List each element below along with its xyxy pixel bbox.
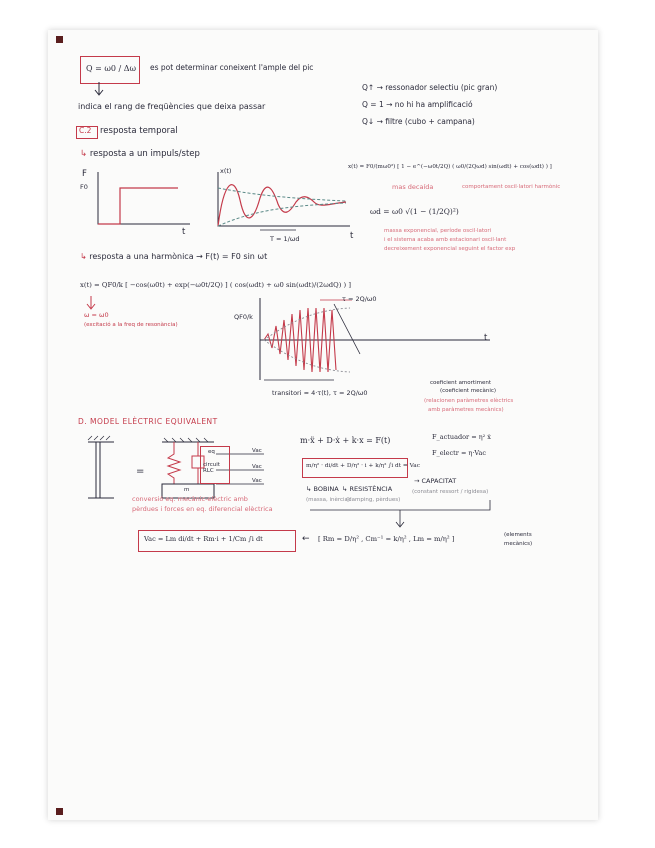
circuit-mass-label: m (184, 487, 190, 493)
final-parameters: [ Rm = D/η² , Cm⁻¹ = k/η² , Lm = m/η² ] (318, 535, 455, 543)
conversion-note-1: conversió eq. mecànic-elèctric amb (132, 495, 248, 503)
capacitat-label: → CAPACITAT (414, 477, 457, 485)
q-low-note: Q↓ → filtre (cubo + campana) (362, 117, 475, 126)
section-c2-title: resposta temporal (100, 126, 178, 136)
circuit-vac-2: Vac (252, 464, 262, 470)
circuit-vac-1: Vac (252, 448, 262, 454)
harmonic-response-title: ↳ resposta a una harmònica → F(t) = F0 sin ωt (80, 252, 268, 261)
response-axis-t: t (350, 231, 354, 241)
vac-equation: Vac = Lm di/dt + Rm·i + 1/Cm ∫i dt (144, 535, 263, 543)
bracket-connector (300, 500, 500, 530)
q-one-note: Q = 1 → no hi ha amplificació (362, 100, 473, 109)
transitori-note: transitori ≈ 4·τ(t), τ = 2Q/ω0 (272, 389, 368, 397)
response-period-label: T = 1/ωd (270, 235, 300, 243)
indica-note: indica el rang de freqüències que deixa passar (78, 102, 266, 111)
label-comportament: comportament oscil·latori harmònic (462, 184, 561, 190)
q-definition-eq: Q = ω0 / Δω (86, 64, 137, 73)
damping-label: (damping, pèrdues) (346, 497, 401, 503)
down-arrow-icon (94, 82, 104, 98)
resistencia-label: ↳ RESISTÈNCIA (342, 485, 393, 493)
force-electric-relation: F_electr = η·Vac (432, 449, 487, 457)
exponent-note-3: decreixement exponencial seguint el factor exp (384, 246, 516, 252)
coef-note-1: coeficient amortiment (430, 380, 491, 386)
exponent-note-2: i el sistema acaba amb estacionari oscil·lant (384, 237, 507, 243)
section-d-title: D. MODEL ELÈCTRIC EQUIVALENT (78, 417, 218, 426)
step-axis-f: F (82, 169, 87, 179)
equals-sign: = (136, 466, 145, 477)
left-arrow: ← (302, 534, 310, 544)
bobina-label: ↳ BOBINA (306, 485, 339, 493)
impulse-response-title: ↳ resposta a un impuls/step (80, 149, 200, 159)
circuit-vac-3: Vac (252, 478, 262, 484)
omega-d-equation: ωd = ω0 √(1 − (1/2Q)²) (370, 207, 459, 216)
normalized-equation: m/η² · di/dt + D/η² · i + k/η² ∫i dt = Vac (306, 463, 420, 469)
damped-response-plot (210, 167, 360, 240)
capacitat-sub-label: (constant ressort / rigidesa) (412, 489, 489, 495)
page-corner-mark-bottom (56, 808, 63, 815)
circuit-eq-label: eq (208, 449, 215, 455)
exponent-note-1: massa exponencial, període oscil·latori (384, 228, 492, 234)
force-actuator-relation: F_actuador = η² ẋ (432, 433, 491, 441)
step-axis-t: t (182, 227, 186, 237)
step-response-equation: x(t) = F0/(mω0²) [ 1 − e^(−ω0t/2Q) ( ω0/(2Qωd) sin(ωdt) + cos(ωdt) ) ] (348, 164, 552, 170)
conversion-note-2: pèrdues i forces en eq. diferencial elèctrica (132, 505, 273, 513)
harmonic-response-equation: x(t) = QF0/k [ −cos(ω0t) + exp(−ω0t/2Q) ] ( cos(ωdt) + ω0 sin(ωdt)/(2ωdQ) ) ] (80, 281, 351, 289)
q-definition-note: es pot determinar coneixent l'ample del pic (150, 63, 314, 72)
response-axis-xt: x(t) (220, 167, 232, 175)
page-corner-mark (56, 36, 63, 43)
section-c2-number: C.2 (79, 126, 92, 135)
q-high-note: Q↑ → ressonador selectiu (pic gran) (362, 83, 498, 92)
final-note-1: (elements (504, 532, 532, 538)
coef-note-4: amb paràmetres mecànics) (428, 407, 504, 413)
red-down-arrow-icon (86, 296, 96, 312)
circuit-rlc-label: circuit RLC (203, 462, 220, 475)
resonance-note: (excitació a la freq de resonància) (84, 322, 178, 328)
mechanical-equation: m·ẍ + D·ẋ + k·x = F(t) (300, 436, 391, 445)
label-mas-decaida: mas decaída (392, 183, 434, 191)
massa-inercia-label: (massa, inèrcia) (306, 497, 351, 503)
step-axis-f0: F0 (80, 183, 88, 191)
coef-note-3: (relacionen paràmetres elèctrics (424, 398, 514, 404)
final-note-2: mecànics) (504, 541, 533, 547)
harmonic-plot-t: t (484, 333, 488, 343)
harmonic-plot-tau: τ = 2Q/ω0 (342, 295, 377, 303)
harmonic-response-plot (240, 296, 500, 388)
harmonic-plot-ylabel: QF0/k (234, 313, 253, 321)
coef-note-2: (coeficient mecànic) (440, 388, 497, 394)
beam-sketch (84, 438, 124, 508)
omega-equals-omega0: ω = ω0 (84, 311, 109, 319)
